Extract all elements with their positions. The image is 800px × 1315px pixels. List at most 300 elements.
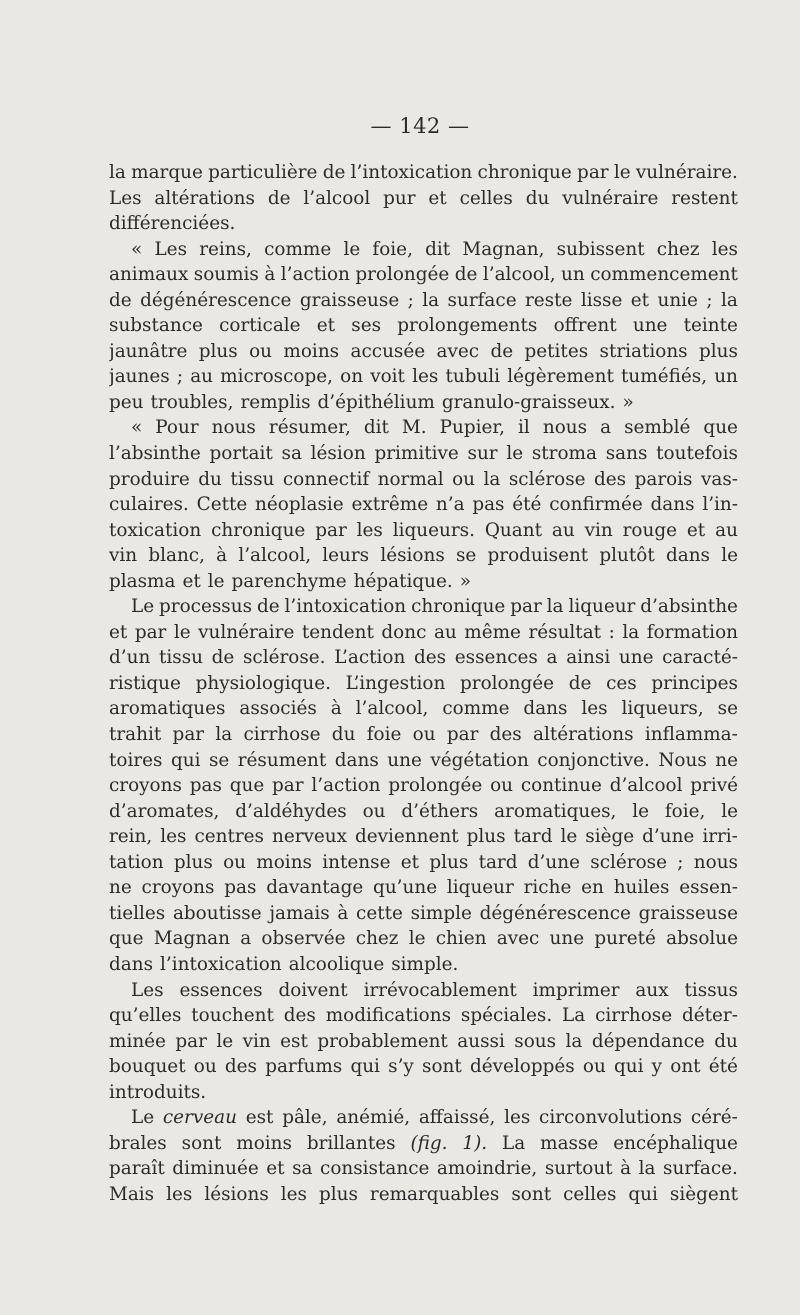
word: un <box>714 366 738 388</box>
word: tubuli <box>445 366 501 388</box>
word: subissent <box>556 238 645 260</box>
word: est <box>280 1030 308 1052</box>
word: Les <box>131 979 164 1001</box>
word: surface. <box>663 1158 738 1180</box>
word: dans <box>334 749 379 771</box>
word: continue <box>520 775 602 797</box>
word: ou <box>412 724 436 746</box>
word: plasma <box>109 570 176 592</box>
word: et <box>109 621 128 643</box>
word: amoindrie, <box>436 1158 538 1180</box>
word: le <box>721 800 738 822</box>
word: sont <box>422 1056 462 1078</box>
word: jaunâtre <box>109 340 188 362</box>
word: plus <box>429 851 469 873</box>
word: d’absinthe <box>640 596 738 618</box>
word: tuméfiés, <box>621 366 708 388</box>
word: diminuée <box>172 1158 259 1180</box>
word: pâle, <box>282 1107 328 1129</box>
word: dans <box>109 953 154 975</box>
word: au <box>715 519 738 541</box>
word: et <box>316 315 336 337</box>
word: centres <box>194 826 264 848</box>
word: la <box>215 724 233 746</box>
text-line <box>109 160 738 186</box>
word: Le <box>131 1107 155 1129</box>
word: résultat <box>528 621 602 643</box>
word: Magnan, <box>462 238 545 260</box>
word: plutôt <box>599 545 655 567</box>
word: le <box>721 545 738 567</box>
word: essences <box>179 979 263 1001</box>
word: résumer, <box>268 417 351 439</box>
word: rouge <box>622 519 678 541</box>
word: céré- <box>690 1107 738 1129</box>
word: Les <box>154 238 188 260</box>
word: ou <box>362 800 386 822</box>
word: les <box>581 698 608 720</box>
word: pur <box>383 187 416 209</box>
word: le <box>613 162 631 183</box>
word: l’absinthe <box>109 443 201 465</box>
word: vin <box>109 545 138 567</box>
word: chien <box>435 928 487 950</box>
word: que <box>703 417 738 439</box>
word: substance <box>109 315 203 337</box>
word: par <box>315 519 347 541</box>
word: se <box>208 749 230 771</box>
word: ou <box>193 1056 217 1078</box>
word: au <box>433 621 457 643</box>
word: troubles, <box>150 391 234 413</box>
word: toutefois <box>656 443 738 465</box>
word: du <box>198 468 222 490</box>
word: simple. <box>391 953 459 975</box>
word: ainsi <box>566 647 611 669</box>
word: sclérose. <box>242 647 326 669</box>
word: associés <box>239 698 317 720</box>
word: d’une <box>527 851 580 873</box>
word: la <box>565 1030 583 1052</box>
word: chronique <box>411 596 506 618</box>
word: par <box>272 775 304 797</box>
word: Le <box>131 596 155 618</box>
text-line <box>109 492 738 518</box>
word: parois <box>634 468 693 490</box>
word: confirmée <box>549 494 643 516</box>
word: moins <box>256 851 312 873</box>
word: de <box>322 162 346 183</box>
word: modifications <box>325 1005 452 1027</box>
text-line <box>109 1131 738 1157</box>
text-line <box>109 1156 738 1182</box>
word: ses <box>351 315 382 337</box>
word: remarquables <box>369 1183 500 1205</box>
word: au <box>190 366 214 388</box>
word: chronique <box>211 519 306 541</box>
word: aromatiques, <box>494 800 617 822</box>
word: vin <box>242 1030 271 1052</box>
word: graisseuse <box>299 289 400 311</box>
word: on <box>340 366 364 388</box>
word: ces <box>606 672 637 694</box>
text-line <box>109 390 738 416</box>
word: de <box>490 340 514 362</box>
word: processus <box>159 596 253 618</box>
word: extrême <box>351 494 429 516</box>
word: la <box>622 621 640 643</box>
word: dépendance <box>591 1030 705 1052</box>
word: spéciales. <box>460 1005 553 1027</box>
word: résument <box>237 749 327 771</box>
text-line <box>109 441 738 467</box>
word: L’action <box>334 647 406 669</box>
word: aux <box>635 979 669 1001</box>
word: comme <box>442 698 510 720</box>
word: animaux <box>109 264 189 286</box>
word: siègent <box>669 1183 738 1205</box>
word: bouquet <box>109 1056 186 1078</box>
word: conjonctive. <box>537 749 650 771</box>
word: tissu <box>158 647 203 669</box>
word: huiles <box>613 877 670 899</box>
word: dans <box>650 494 695 516</box>
word: reste <box>525 289 573 311</box>
word: il <box>518 417 530 439</box>
word: particulière <box>208 162 318 183</box>
word: pureté <box>594 928 656 950</box>
word: hépatique. <box>353 570 453 592</box>
word: à <box>337 902 349 924</box>
text-line <box>109 262 738 288</box>
word: inflamma- <box>644 724 738 746</box>
text-line <box>109 926 738 952</box>
word: développés <box>469 1056 575 1078</box>
word: la <box>422 289 440 311</box>
word: consistance <box>320 1158 430 1180</box>
word: d’un <box>109 647 151 669</box>
word: différenciées. <box>109 213 236 235</box>
word: irri- <box>702 826 738 848</box>
word: » <box>459 570 471 592</box>
word: 1). <box>462 1132 488 1154</box>
word: l’alcool, <box>238 545 312 567</box>
word: pas <box>472 494 505 516</box>
word: encéphalique <box>613 1132 738 1154</box>
word: un <box>561 264 585 286</box>
text-line <box>109 850 738 876</box>
word: foie <box>366 724 402 746</box>
word: la <box>109 162 126 183</box>
word: sa <box>292 1158 313 1180</box>
text-line <box>109 620 738 646</box>
word: masse <box>540 1132 599 1154</box>
word: Nous <box>658 749 707 771</box>
text-line <box>109 237 738 263</box>
word: de <box>109 289 132 311</box>
word: du <box>525 187 550 209</box>
word: chez <box>355 928 399 950</box>
word: en <box>581 877 604 899</box>
word: ne <box>715 749 738 771</box>
word: déter- <box>681 1005 738 1027</box>
text-line <box>109 722 738 748</box>
word: et <box>266 1158 285 1180</box>
word: a <box>546 647 558 669</box>
word: chronique <box>477 162 572 183</box>
word: des <box>594 468 627 490</box>
word: ou <box>582 1056 606 1078</box>
word: de <box>267 187 291 209</box>
word: par <box>172 724 205 746</box>
word: paraît <box>109 1158 165 1180</box>
word: lésions <box>380 545 445 567</box>
word: du <box>714 1030 738 1052</box>
text-line <box>109 1029 738 1055</box>
word: introduits. <box>109 1081 207 1103</box>
word: pas <box>189 775 222 797</box>
word: sans <box>605 443 648 465</box>
word: corticale <box>219 315 301 337</box>
word: semblé <box>624 417 691 439</box>
word: dit <box>425 238 451 260</box>
word: au <box>551 519 575 541</box>
text-line <box>109 645 738 671</box>
text-line <box>109 467 738 493</box>
word: toxication <box>109 519 202 541</box>
word: avec <box>496 928 540 950</box>
word: minée <box>109 1030 166 1052</box>
word: vin <box>584 519 613 541</box>
word: donc <box>381 621 427 643</box>
word: des <box>413 647 447 669</box>
word: de <box>454 264 478 286</box>
word: s’y <box>388 1056 414 1078</box>
word: que <box>229 775 265 797</box>
word: La <box>502 1132 526 1154</box>
word: foie, <box>372 238 413 260</box>
word: lisse <box>580 289 623 311</box>
word: plus <box>318 1183 358 1205</box>
word: par <box>175 1030 207 1052</box>
word: chez <box>656 238 700 260</box>
word: qui <box>628 1183 658 1205</box>
word: culaires. <box>109 494 189 516</box>
word: dans <box>523 698 568 720</box>
word: brillantes <box>306 1132 396 1154</box>
word: le <box>506 443 524 465</box>
word: l’intoxication <box>160 953 282 975</box>
word: a <box>600 417 612 439</box>
word: et <box>686 519 706 541</box>
word: les <box>280 1183 307 1205</box>
word: (fig. <box>410 1132 448 1154</box>
word: d’une <box>642 826 695 848</box>
text-line <box>109 415 738 441</box>
text-line <box>109 313 738 339</box>
word: a <box>240 928 252 950</box>
word: surtout <box>544 1158 613 1180</box>
word: moins <box>283 340 340 362</box>
word: dégénérescence <box>479 902 631 924</box>
word: altérations <box>154 187 255 209</box>
word: dégénérescence <box>140 289 292 311</box>
word: d’aldéhydes <box>235 800 347 822</box>
word: intense <box>322 851 391 873</box>
word: les <box>160 826 187 848</box>
word: affaissé, <box>418 1107 496 1129</box>
word: vulnéraire <box>198 621 295 643</box>
word: Cette <box>196 494 248 516</box>
word: tissus <box>684 979 738 1001</box>
word: et <box>630 289 650 311</box>
word: brales <box>109 1132 167 1154</box>
word: croyons <box>141 877 215 899</box>
word: deviennent <box>355 826 459 848</box>
word: légèrement <box>507 366 614 388</box>
word: prolongée <box>388 775 483 797</box>
text-line <box>109 1182 738 1208</box>
word: formation <box>646 621 738 643</box>
word: les <box>711 238 738 260</box>
word: ristique <box>109 672 181 694</box>
word: plus <box>198 340 238 362</box>
word: restent <box>671 187 738 209</box>
word: foie, <box>664 800 706 822</box>
word: tissu <box>230 468 275 490</box>
word: cerveau <box>162 1107 237 1129</box>
word: toires <box>109 749 163 771</box>
word: Quant <box>484 519 542 541</box>
word: ; <box>706 289 713 311</box>
word: simple <box>410 902 472 924</box>
text-line <box>109 901 738 927</box>
word: qu’une <box>373 877 438 899</box>
word: « <box>131 238 143 260</box>
word: aboutisse <box>172 902 262 924</box>
word: ou <box>452 468 476 490</box>
word: à <box>620 1158 632 1180</box>
word: marque <box>131 162 203 183</box>
word: par <box>446 724 479 746</box>
word: aromatiques <box>109 698 226 720</box>
word: imprimer <box>532 979 620 1001</box>
word: prolongée <box>355 264 450 286</box>
word: des <box>224 1056 257 1078</box>
text-line <box>109 543 738 569</box>
word: tation <box>109 851 164 873</box>
word: néoplasie <box>255 494 344 516</box>
word: se <box>717 698 738 720</box>
word: végétation <box>430 749 529 771</box>
word: plus <box>173 851 213 873</box>
text-line <box>109 364 738 390</box>
word: les <box>412 366 439 388</box>
word: Pour <box>155 417 199 439</box>
word: irrévocablement <box>363 979 517 1001</box>
word: essences <box>454 647 538 669</box>
text-line <box>109 1105 738 1131</box>
word: qu’elles <box>109 1005 182 1027</box>
word: ne <box>109 877 132 899</box>
word: alcoolique <box>288 953 385 975</box>
word: y <box>651 1056 663 1078</box>
word: » <box>622 391 634 413</box>
word: l’alcool, <box>355 698 429 720</box>
word: et <box>400 851 420 873</box>
word: été <box>512 494 542 516</box>
word: absolue <box>666 928 738 950</box>
text-line <box>109 518 738 544</box>
word: plus <box>699 340 738 362</box>
word: liqueur <box>446 877 514 899</box>
text-line <box>109 1080 738 1106</box>
word: à <box>216 545 228 567</box>
word: l’in- <box>702 494 738 516</box>
word: les <box>356 519 383 541</box>
word: de <box>211 647 235 669</box>
word: accusée <box>350 340 426 362</box>
word: d’éthers <box>401 800 479 822</box>
word: davantage <box>266 877 364 899</box>
word: leurs <box>322 545 370 567</box>
word: sur <box>467 443 498 465</box>
text-line <box>109 1003 738 1029</box>
word: probablement <box>317 1030 448 1052</box>
word: sclérose <box>508 468 586 490</box>
word: par <box>134 621 167 643</box>
word: ; <box>176 366 184 388</box>
word: touchent <box>191 1005 274 1027</box>
word: sous <box>514 1030 557 1052</box>
word: M. <box>401 417 427 439</box>
word: des <box>489 724 522 746</box>
word: sont <box>181 1132 222 1154</box>
word: nous <box>211 417 256 439</box>
word: jamais <box>269 902 330 924</box>
word: connectif <box>282 468 370 490</box>
word: vas- <box>700 468 738 490</box>
word: Mais <box>109 1183 155 1205</box>
word: physiologique. <box>195 672 331 694</box>
word: d’épithélium <box>317 391 435 413</box>
word: lésion <box>310 443 366 465</box>
word: moins <box>236 1132 292 1154</box>
text-line <box>109 773 738 799</box>
word: soumis <box>193 264 259 286</box>
word: cette <box>356 902 403 924</box>
word: une <box>618 647 654 669</box>
body-text <box>109 160 738 1207</box>
word: anémié, <box>336 1107 411 1129</box>
word: l’intoxication <box>284 596 407 618</box>
word: La <box>562 1005 586 1027</box>
word: prolongée <box>460 672 554 694</box>
word: parfums <box>265 1056 343 1078</box>
word: riche <box>523 877 572 899</box>
word: celles <box>459 187 513 209</box>
word: ou <box>249 340 273 362</box>
word: comme <box>264 238 332 260</box>
page-number: — 142 — <box>370 114 470 138</box>
word: normal <box>377 468 444 490</box>
word: l’alcool <box>303 187 371 209</box>
word: essen- <box>679 877 738 899</box>
word: nous <box>542 417 588 439</box>
word: circonvolutions <box>539 1107 683 1129</box>
word: même <box>464 621 521 643</box>
word: Les <box>109 187 142 209</box>
